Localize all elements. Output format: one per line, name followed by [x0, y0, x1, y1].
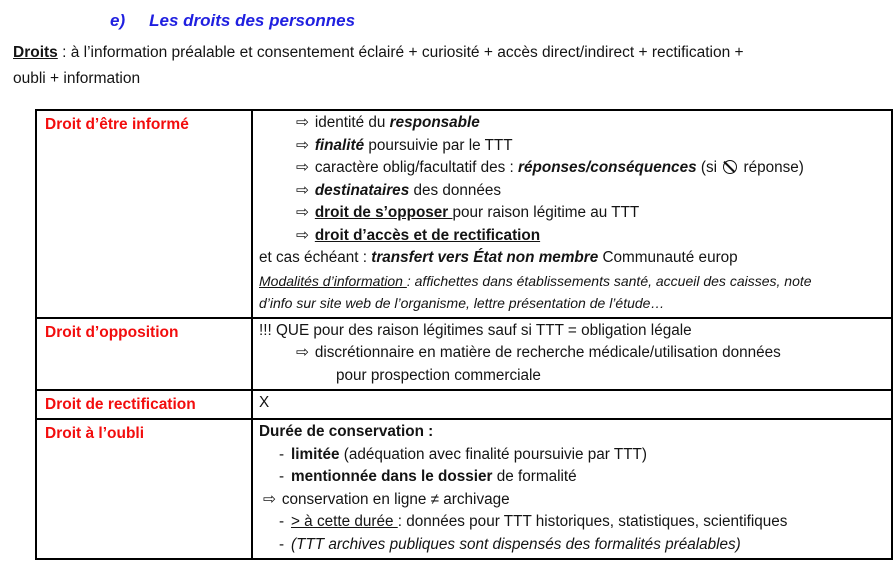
table-row [36, 318, 892, 391]
content-line [259, 342, 885, 365]
row-label: Droit d’être informé [36, 110, 252, 318]
dash-bullet: - [279, 535, 285, 553]
row-label: Droit à l’oubli [36, 419, 252, 559]
rights-table [35, 109, 893, 560]
content-line [259, 135, 885, 158]
text-run: Durée de conservation : [259, 423, 434, 440]
text-run: : affichettes dans établissements santé, accueil des caisses, note [406, 272, 812, 289]
content-line [259, 534, 885, 557]
content-line [259, 292, 885, 315]
right-arrow-icon: ⇨ [263, 490, 276, 508]
text-run: oubli + information [13, 70, 141, 87]
right-arrow-icon: ⇨ [296, 181, 309, 199]
text-run: !!! QUE pour des raison légitimes sauf si TTT = obligation légale [259, 321, 692, 339]
dash-bullet: - [279, 513, 285, 530]
intro-paragraph [13, 40, 893, 92]
right-arrow-icon: ⇨ [296, 204, 309, 221]
text-run: X [259, 394, 270, 411]
text-run: (adéquation avec finalité poursuivie par TTT) [339, 445, 647, 463]
text-run: destinataires [314, 181, 410, 199]
text-run: mentionnée dans le dossier [291, 468, 493, 485]
document-page [0, 11, 895, 578]
row-label: Droit de rectification [36, 390, 252, 419]
content-line [259, 466, 885, 489]
text-run: transfert vers État non membre [371, 249, 599, 266]
no-entry-icon [723, 160, 737, 174]
right-arrow-icon: ⇨ [296, 114, 309, 131]
text-run: caractère oblig/facultatif des : [314, 159, 519, 176]
text-run: pour raison légitime au TTT [452, 204, 640, 221]
content-line [259, 444, 885, 467]
text-run: identité du [314, 114, 390, 131]
text-run: droit d’accès et de rectification [314, 226, 541, 244]
text-run: Modalités d’information [259, 272, 407, 289]
text-run: réponse) [739, 159, 804, 176]
right-arrow-icon: ⇨ [296, 344, 309, 361]
text-run: responsable [389, 114, 480, 131]
text-run: de formalité [492, 468, 577, 485]
row-content [252, 390, 892, 419]
right-arrow-icon: ⇨ [296, 136, 309, 154]
text-run: : à l’information préalable et consentement éclairé + curiosité + accès direct/indirect + rectification + [57, 44, 744, 61]
content-line [259, 180, 885, 203]
row-content [252, 318, 892, 391]
content-line [259, 320, 885, 343]
text-run: réponses/conséquences [518, 159, 697, 176]
intro-line [13, 66, 893, 92]
section-heading [110, 11, 895, 31]
text-run: et cas échéant : [259, 249, 372, 266]
text-run: Communauté europ [598, 249, 738, 266]
right-arrow-icon: ⇨ [296, 159, 309, 176]
content-line [259, 421, 885, 444]
text-run: > à cette durée [291, 513, 398, 530]
dash-bullet: - [279, 445, 285, 463]
table-row [36, 390, 892, 419]
text-run: (si [696, 159, 722, 176]
text-run: : données pour TTT historiques, statistiques, scientifiques [397, 513, 788, 530]
text-run: d’info sur site web de l’organisme, lettre présentation de l’étude… [259, 295, 665, 311]
section-letter: e) [110, 11, 126, 30]
text-run: poursuivie par le TTT [364, 136, 513, 154]
content-line [259, 392, 885, 415]
text-run: droit de s’opposer [314, 204, 453, 221]
row-content [252, 110, 892, 318]
content-line [259, 365, 885, 388]
content-line [259, 225, 885, 248]
row-content [252, 419, 892, 559]
text-run: Droits [13, 44, 58, 61]
table-row [36, 419, 892, 559]
text-run: des données [409, 181, 502, 199]
intro-line [13, 40, 893, 66]
row-label: Droit d’opposition [36, 318, 252, 391]
right-arrow-icon: ⇨ [296, 226, 309, 244]
content-line [259, 112, 885, 135]
text-run: limitée [291, 445, 340, 463]
content-line [259, 247, 885, 270]
text-run: pour prospection commerciale [336, 366, 541, 384]
content-line [259, 202, 885, 225]
table-row [36, 110, 892, 318]
page-title: Les droits des personnes [149, 11, 356, 30]
text-run: (TTT archives publiques sont dispensés des formalités préalables) [291, 535, 741, 553]
content-line [259, 511, 885, 534]
content-line [259, 157, 885, 180]
content-line [259, 270, 885, 293]
text-run: finalité [314, 136, 365, 154]
dash-bullet: - [279, 468, 285, 485]
text-run: discrétionnaire en matière de recherche médicale/utilisation données [314, 344, 781, 361]
text-run: conservation en ligne ≠ archivage [281, 490, 510, 508]
content-line [259, 489, 885, 512]
